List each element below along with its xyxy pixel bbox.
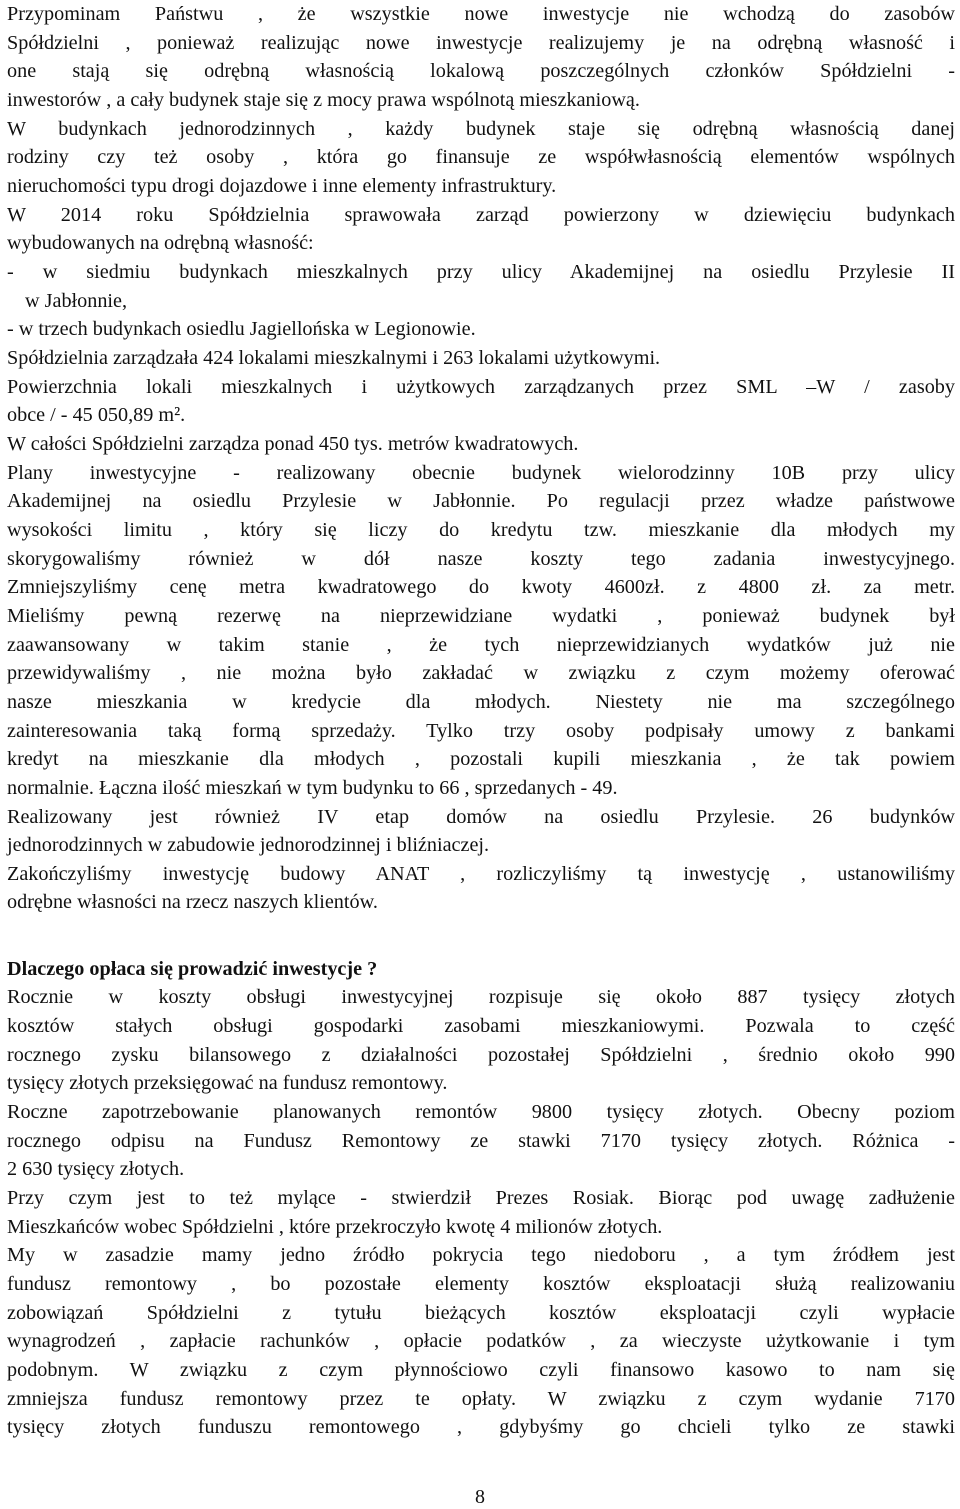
text-line: w Jabłonnie, xyxy=(25,290,128,312)
text-line: nieruchomości typu drogi dojazdowe i inne elementy infrastruktury. xyxy=(7,175,557,197)
text-line: Mieszkańców wobec Spółdzielni , które przekroczyło kwotę 4 milionów złotych. xyxy=(7,1216,663,1238)
text-line: Realizowany jest również IV etap domów na osiedlu Przylesie. 26 budynków xyxy=(7,806,955,828)
text-line: rocznego zysku bilansowego z działalności pozostałej Spółdzielni , średnio około 990 xyxy=(7,1044,955,1066)
text-line: skorygowaliśmy również w dół nasze koszty tego zadania inwestycyjnego. xyxy=(7,548,955,570)
text-line: kosztów stałych obsługi gospodarki zasobami mieszkaniowymi. Pozwala to część xyxy=(7,1015,955,1037)
text-line: Zmniejszyliśmy cenę metra kwadratowego do kwoty 4600zł. z 4800 zł. za metr. xyxy=(7,576,955,598)
text-line: Spółdzielni , ponieważ realizując nowe inwestycje realizujemy je na odrębną własność i xyxy=(7,32,955,54)
text-line: zmniejsza fundusz remontowy przez te opłaty. W związku z czym wydanie 7170 xyxy=(7,1388,955,1410)
page-number: 8 xyxy=(475,1486,485,1508)
text-line: obce / - 45 050,89 m². xyxy=(7,404,186,426)
text-line: Przypominam Państwu , że wszystkie nowe inwestycje nie wchodzą do zasobów xyxy=(7,3,955,25)
text-line: Zakończyliśmy inwestycję budowy ANAT , rozliczyliśmy tą inwestycję , ustanowiliśmy xyxy=(7,863,955,885)
text-line: W 2014 roku Spółdzielnia sprawowała zarząd powierzony w dziewięciu budynkach xyxy=(7,204,955,226)
text-line: Spółdzielnia zarządzała 424 lokalami mieszkalnymi i 263 lokalami użytkowymi. xyxy=(7,347,661,369)
text-line: Akademijnej na osiedlu Przylesie w Jabłonnie. Po regulacji przez władze państwowe xyxy=(7,490,955,512)
text-line: odrębne własności na rzecz naszych klientów. xyxy=(7,891,378,913)
text-line: - w trzech budynkach osiedlu Jagiellońska w Legionowie. xyxy=(7,318,476,340)
text-line: kredyt na mieszkanie dla młodych , pozostali kupili mieszkania , że tak powiem xyxy=(7,748,955,770)
text-line: wybudowanych na odrębną własność: xyxy=(7,232,314,254)
text-line: Roczne zapotrzebowanie planowanych remontów 9800 tysięcy złotych. Obecny poziom xyxy=(7,1101,955,1123)
text-line: zainteresowania taką formą sprzedaży. Tylko trzy osoby podpisały umowy z bankami xyxy=(7,720,955,742)
section-heading: Dlaczego opłaca się prowadzić inwestycje ? xyxy=(7,958,378,980)
text-line: normalnie. Łączna ilość mieszkań w tym budynku to 66 , sprzedanych - 49. xyxy=(7,777,618,799)
text-line: inwestorów , a cały budynek staje się z mocy prawa wspólnotą mieszkaniową. xyxy=(7,89,640,111)
text-line: W całości Spółdzielni zarządza ponad 450 tys. metrów kwadratowych. xyxy=(7,433,579,455)
text-line: Powierzchnia lokali mieszkalnych i użytkowych zarządzanych przez SML –W / zasoby xyxy=(7,376,955,398)
text-line: Przy czym jest to też mylące - stwierdził Prezes Rosiak. Biorąc pod uwagę zadłużenie xyxy=(7,1187,955,1209)
text-line: 2 630 tysięcy złotych. xyxy=(7,1158,185,1180)
text-line: tysięcy złotych funduszu remontowego , gdybyśmy go chcieli tylko ze stawki xyxy=(7,1416,955,1438)
text-line: rocznego odpisu na Fundusz Remontowy ze stawki 7170 tysięcy złotych. Różnica - xyxy=(7,1130,955,1152)
text-line: Plany inwestycyjne - realizowany obecnie budynek wielorodzinny 10B przy ulicy xyxy=(7,462,955,484)
text-line: rodziny czy też osoby , która go finansuje ze współwłasnością elementów wspólnych xyxy=(7,146,955,168)
text-line: zaawansowany w takim stanie , że tych nieprzewidzianych wydatków już nie xyxy=(7,634,955,656)
text-line: przewidywaliśmy , nie można było zakładać w związku z czym możemy oferować xyxy=(7,662,955,684)
text-line: one stają się odrębną własnością lokalową poszczególnych członków Spółdzielni - xyxy=(7,60,955,82)
text-line: nasze mieszkania w kredycie dla młodych. Niestety nie ma szczególnego xyxy=(7,691,955,713)
text-line: Rocznie w koszty obsługi inwestycyjnej rozpisuje się około 887 tysięcy złotych xyxy=(7,986,955,1008)
text-line: - w siedmiu budynkach mieszkalnych przy ulicy Akademijnej na osiedlu Przylesie II xyxy=(7,261,955,283)
text-line: Mieliśmy pewną rezerwę na nieprzewidziane wydatki , ponieważ budynek był xyxy=(7,605,955,627)
text-line: wynagrodzeń , zapłacie rachunków , opłacie podatków , za wieczyste użytkowanie i tym xyxy=(7,1330,955,1352)
text-line: wysokości limitu , który się liczy do kredytu tzw. mieszkanie dla młodych my xyxy=(7,519,955,541)
text-line: My w zasadzie mamy jedno źródło pokrycia tego niedoboru , a tym źródłem jest xyxy=(7,1244,955,1266)
text-line: tysięcy złotych przeksięgować na fundusz remontowy. xyxy=(7,1072,448,1094)
text-line: podobnym. W związku z czym płynnościowo czyli finansowo kasowo to nam się xyxy=(7,1359,955,1381)
text-line: zobowiązań Spółdzielni z tytułu bieżących kosztów eksploatacji czyli wypłacie xyxy=(7,1302,955,1324)
text-line: W budynkach jednorodzinnych , każdy budynek staje się odrębną własnością danej xyxy=(7,118,955,140)
text-line: fundusz remontowy , bo pozostałe elementy kosztów eksploatacji służą realizowaniu xyxy=(7,1273,955,1295)
text-line: jednorodzinnych w zabudowie jednorodzinnej i bliźniaczej. xyxy=(7,834,490,856)
